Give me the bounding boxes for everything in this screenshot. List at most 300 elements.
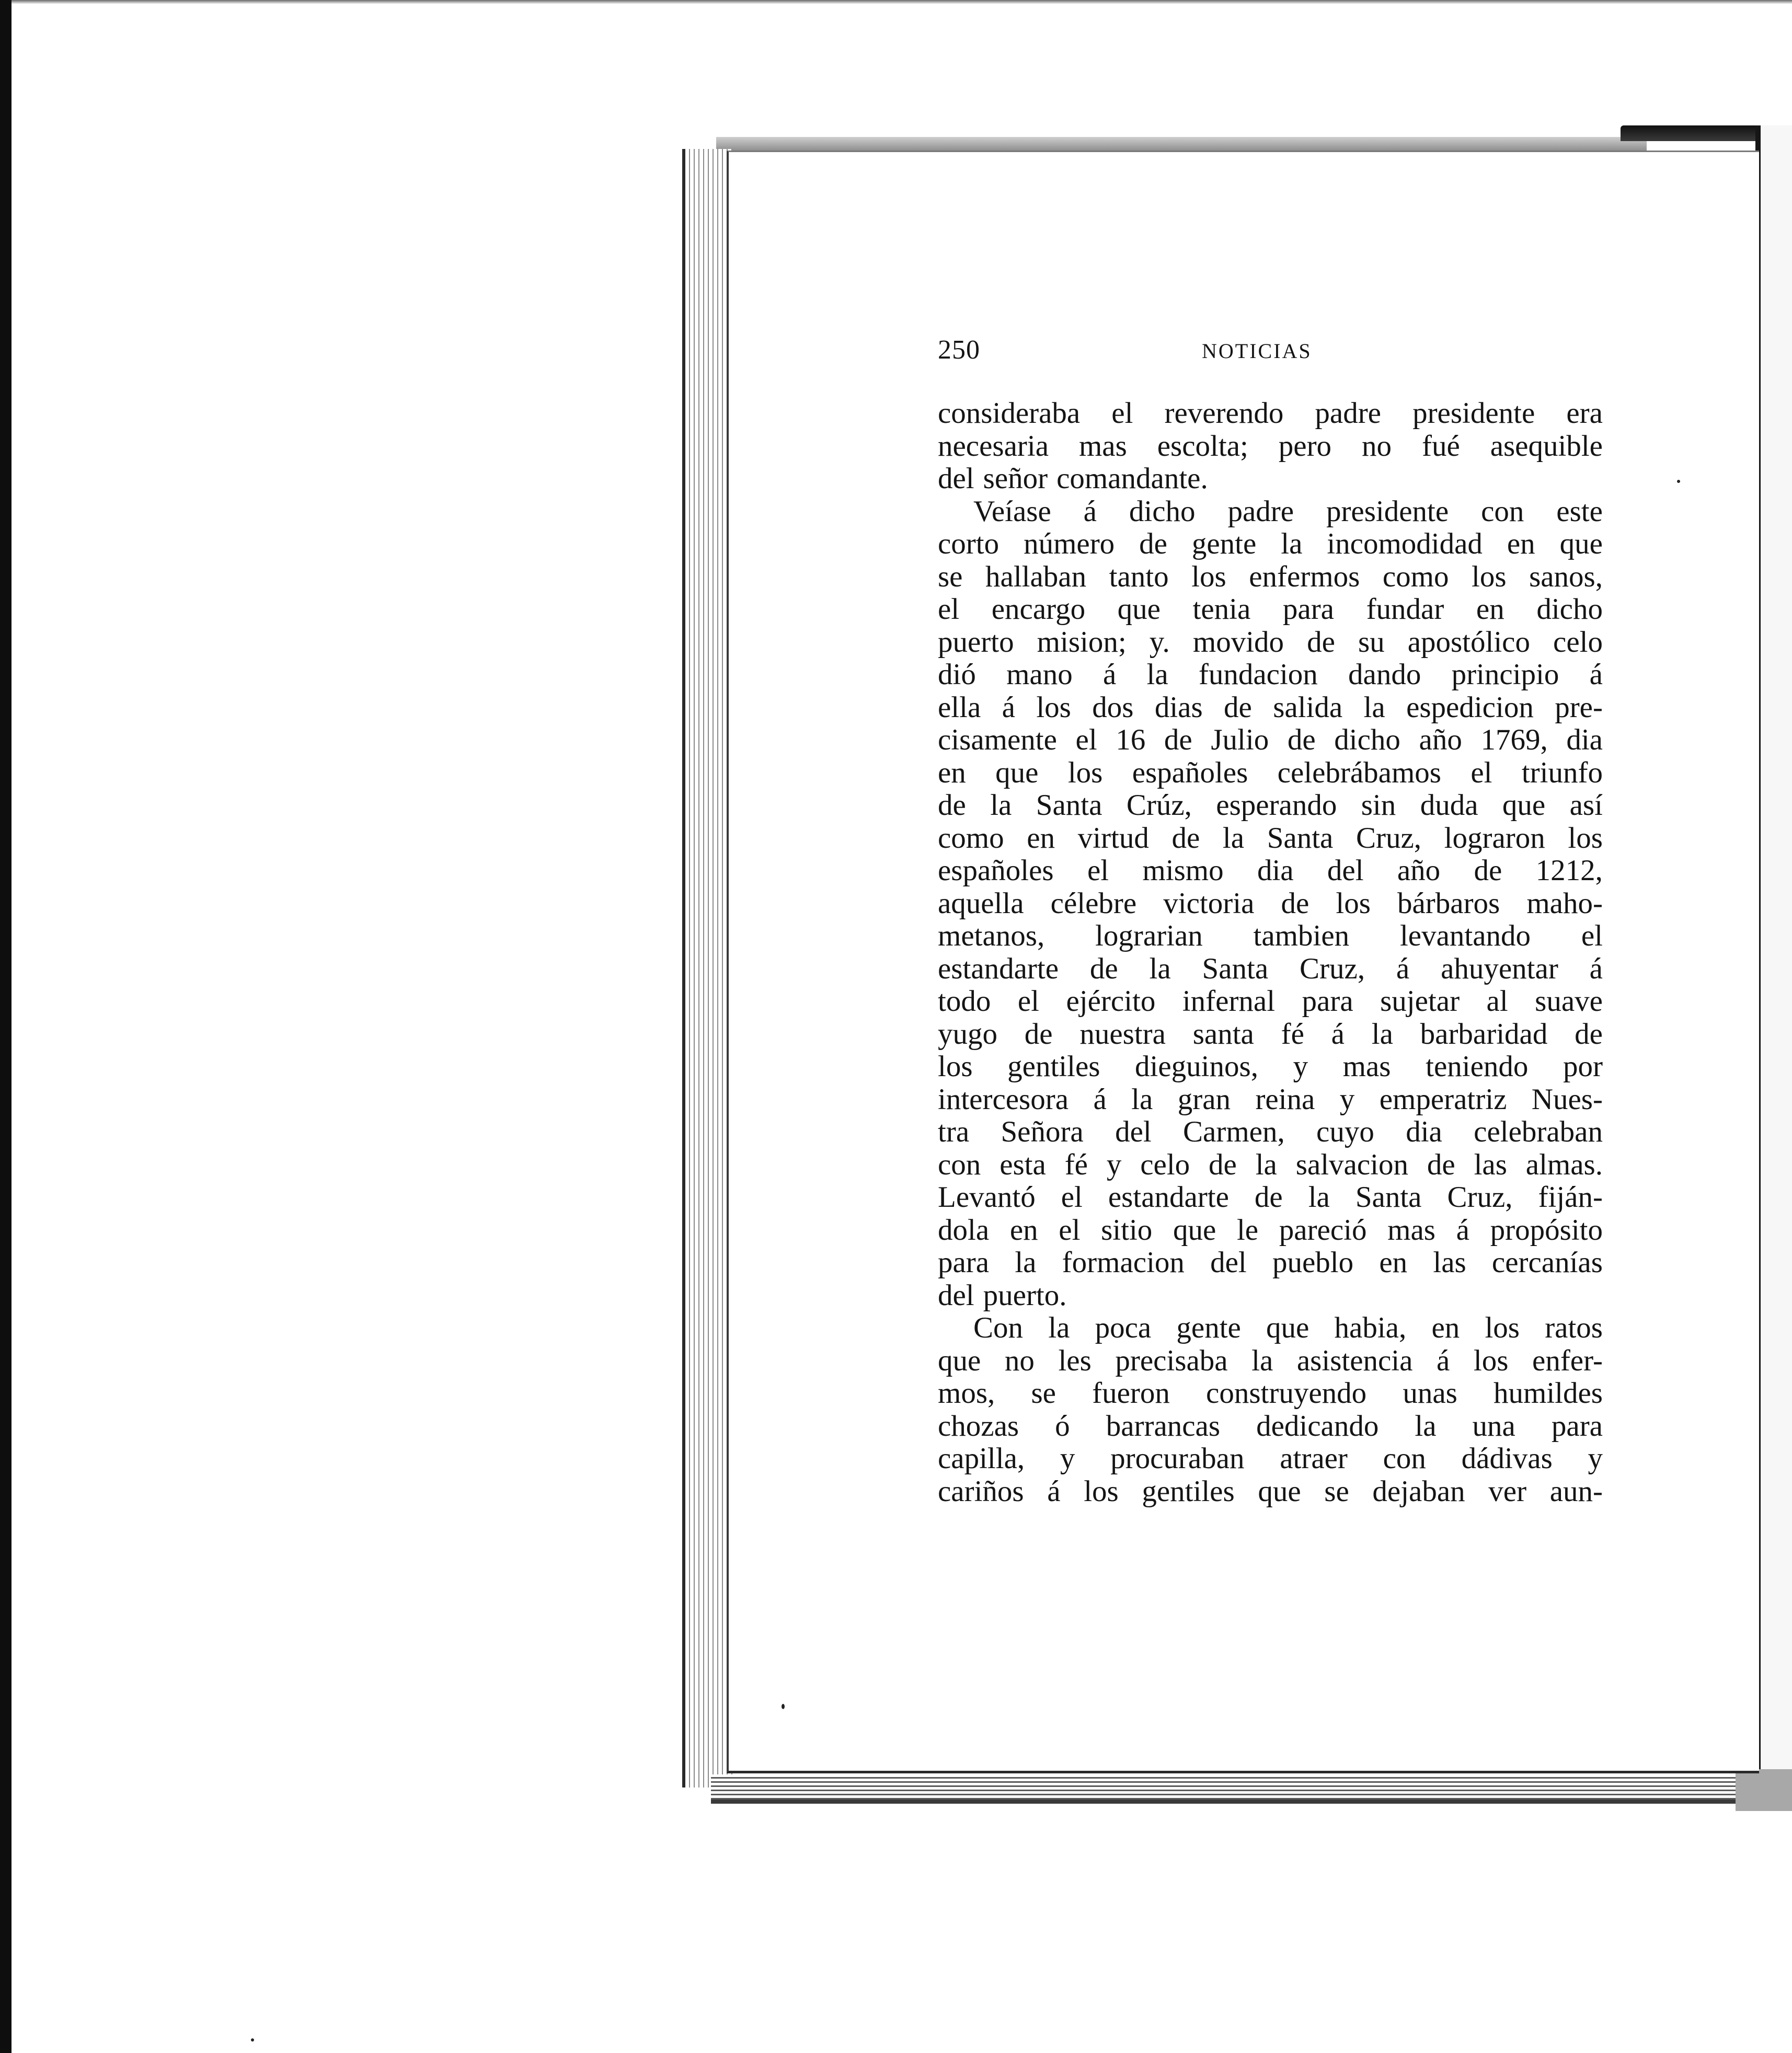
word: de [1474,854,1502,887]
text-line [938,1247,1603,1279]
dust-speck [1677,480,1680,483]
word: el [938,593,960,626]
word: del [1210,1246,1247,1279]
text-line [938,463,1603,495]
word: dejaban [1372,1474,1465,1508]
word: dia [1257,854,1294,887]
word: poca [1095,1311,1152,1344]
text-line [938,1443,1603,1475]
word: la [1251,1344,1273,1377]
word: del [938,462,974,495]
text-line [938,1475,1603,1508]
text-line [938,822,1603,855]
word: de [938,789,966,822]
word: Cruz, [1447,1181,1513,1214]
word: en [1379,1246,1408,1279]
word: españoles [938,854,1054,887]
word: del [1327,854,1364,887]
word: padre [1227,494,1294,528]
word: movido [1192,625,1284,659]
page-stack-bottom-edge [711,1774,1736,1804]
word: unas [1403,1377,1457,1410]
word: que [938,1344,981,1377]
word: que [995,756,1039,789]
word: sanos, [1529,560,1603,593]
word: mision; [1037,625,1127,659]
text-line [938,1345,1603,1378]
word: la [1363,690,1385,724]
word: cuyo [1316,1115,1374,1148]
word: señor [983,462,1048,495]
text-line [938,1051,1603,1083]
word: mos, [938,1377,995,1410]
word: de [1307,625,1335,659]
word: salvacion [1295,1148,1408,1181]
word: la [1048,1311,1070,1344]
word: sujetar [1380,985,1460,1018]
word: que [1173,1213,1216,1247]
word: con [938,1148,981,1181]
word: fé [1281,1017,1304,1051]
word: la [990,789,1012,822]
word: escolta; [1157,429,1248,463]
word: lograron [1444,821,1545,855]
word: como [938,821,1004,855]
word: ahuyentar [1441,952,1558,985]
word: dádivas [1461,1442,1553,1475]
word: con [1481,494,1524,528]
word: como [1382,560,1449,593]
word: cariños [938,1474,1024,1508]
word: consideraba [938,397,1081,430]
dust-speck [251,2038,254,2042]
word: y [1106,1148,1122,1181]
word: esta [1000,1148,1046,1181]
word: el [1061,1181,1083,1214]
word: chozas [938,1409,1019,1443]
word: dicho [1334,723,1400,756]
word: la [1308,1181,1330,1214]
word: de [1281,886,1309,920]
word: la [1415,1409,1437,1443]
word: á [1093,1082,1107,1116]
word: la [1149,952,1171,985]
text-line [938,495,1603,528]
word: habia, [1334,1311,1407,1344]
text-line [938,626,1603,659]
word: estandarte [1108,1181,1229,1214]
word: dieguinos, [1135,1050,1258,1083]
word: fundar [1366,593,1444,626]
word: gente [1176,1311,1241,1344]
word: gran [1177,1082,1231,1116]
word: pero [1278,429,1332,463]
body-text [938,397,1603,1508]
word: Santa [1355,1181,1422,1214]
word: gente [1191,527,1257,560]
word: Santa [1267,821,1334,855]
word: el [1059,1213,1081,1247]
word: Santa [1036,789,1102,822]
word: corto [938,527,1000,560]
word: suave [1535,985,1603,1018]
word: á [1456,1213,1469,1247]
word: dedicando [1256,1409,1379,1443]
text-line [938,1083,1603,1116]
word: formacion [1062,1246,1185,1279]
word: emperatriz [1379,1082,1507,1116]
word: de [1164,723,1192,756]
dust-speck [782,1704,785,1709]
text-line [938,887,1603,920]
word: españoles [1132,756,1248,789]
word: atraer [1280,1442,1348,1475]
word: principio [1451,658,1559,691]
word: incomodidad [1327,527,1483,560]
word: barbaridad [1420,1017,1548,1051]
word: los [938,1050,973,1083]
word: los [1191,560,1226,593]
word: cisamente [938,723,1057,756]
word: de [1287,723,1316,756]
word: por [1563,1050,1603,1083]
word: Levantó [938,1181,1036,1214]
text-line [938,1181,1603,1214]
word: á [1589,952,1603,985]
word: los [1485,1311,1520,1344]
word: virtud [1077,821,1149,855]
word: y [1339,1082,1355,1116]
page-stack-edge [682,149,732,1787]
word: presidente [1412,397,1535,430]
word: aquella [938,886,1024,920]
word: de [1575,1017,1603,1051]
word: en [1009,1213,1038,1247]
running-title: NOTICIAS [1202,339,1312,363]
word: para [938,1246,990,1279]
word: en [1027,821,1055,855]
word: los [1084,1474,1119,1508]
word: ó [1055,1409,1070,1443]
word: que [1117,593,1161,626]
word: á [1331,1017,1345,1051]
word: 1769, [1480,723,1548,756]
word: dando [1348,658,1421,691]
word: de [1139,527,1167,560]
word: apostólico [1407,625,1530,659]
word: de [1427,1148,1455,1181]
word: celebrábamos [1277,756,1441,789]
page-corner-shadow [1736,1769,1792,1811]
word: todo [938,985,991,1018]
word: su [1358,625,1385,659]
word: la [1281,527,1303,560]
word: á [1102,658,1117,691]
word: celebraban [1474,1115,1603,1148]
word: gentiles [1007,1050,1100,1083]
word: aun- [1549,1474,1603,1508]
word: metanos, [938,919,1045,952]
word: de [1171,821,1200,855]
word: la [1015,1246,1037,1279]
word: el [1075,723,1097,756]
word: año [1419,723,1462,756]
word: capilla, [938,1442,1025,1475]
word: teniendo [1426,1050,1529,1083]
text-line [938,757,1603,790]
word: para [1302,985,1353,1018]
word: fué [1421,429,1460,463]
word: los [1067,756,1103,789]
word: este [1556,494,1603,528]
word: los [1036,690,1071,724]
word: mismo [1142,854,1224,887]
word: pueblo [1272,1246,1354,1279]
word: Cruz, [1356,821,1422,855]
word: mas [1078,429,1127,463]
word: mas [1342,1050,1391,1083]
text-line [938,593,1603,626]
word: ratos [1545,1311,1603,1344]
text-line [938,1312,1603,1345]
text-line [938,855,1603,887]
word: y [1293,1050,1308,1083]
word: intercesora [938,1082,1069,1116]
word: con [1383,1442,1426,1475]
word: los [1473,1344,1509,1377]
word: era [1566,397,1603,430]
word: presidente [1326,494,1449,528]
word: dicho [1536,593,1603,626]
text-line [938,1018,1603,1051]
word: no [1362,429,1392,463]
scan-edge-top [0,0,1792,4]
facing-page-edge [1755,125,1792,1772]
word: tambien [1253,919,1350,952]
word: del [938,1278,974,1312]
word: dia [1566,723,1603,756]
word: año [1397,854,1441,887]
word: fueron [1092,1377,1170,1410]
word: en [1431,1311,1460,1344]
word: precisaba [1115,1344,1228,1377]
word: almas. [1525,1148,1603,1181]
text-line [938,1116,1603,1149]
text-line [938,1214,1603,1247]
word: Nues- [1531,1082,1603,1116]
word: fé [1064,1148,1088,1181]
word: á [1437,1344,1450,1377]
word: se [938,560,963,593]
word: propósito [1490,1213,1603,1247]
text-line [938,920,1603,953]
scan-edge-left [0,0,12,2053]
text-line [938,528,1603,561]
word: á [1589,658,1603,691]
word: se [1324,1474,1349,1508]
word: en [938,756,966,789]
word: lograrian [1095,919,1203,952]
text-line [938,724,1603,757]
word: la [1131,1082,1153,1116]
word: del [1115,1115,1152,1148]
word: 16 [1116,723,1146,756]
word: mas [1387,1213,1435,1247]
word: el [1111,397,1133,430]
word: puerto [938,625,1014,659]
word: procuraban [1110,1442,1245,1475]
word: las [1433,1246,1466,1279]
word: Señora [1001,1115,1084,1148]
word: Crúz, [1126,789,1192,822]
word: le [1236,1213,1259,1247]
text-line [938,1410,1603,1443]
word: hallaban [985,560,1087,593]
word: puerto. [983,1278,1067,1312]
word: padre [1315,397,1381,430]
word: reina [1255,1082,1315,1116]
word: reverendo [1164,397,1284,430]
word: de [1089,952,1118,985]
word: enfer- [1532,1344,1603,1377]
word: estandarte [938,952,1059,985]
text-line [938,430,1603,463]
word: de [1224,690,1252,724]
word: una [1472,1409,1515,1443]
text-line [938,953,1603,986]
word: á [1047,1474,1061,1508]
word: así [1569,789,1603,822]
word: salida [1273,690,1343,724]
word: pre- [1555,690,1603,724]
word: que [1559,527,1603,560]
word: fundacion [1198,658,1318,691]
word: mano [1006,658,1073,691]
word: esperando [1216,789,1337,822]
word: las [1474,1148,1507,1181]
page-stack-top-edge [716,137,1647,151]
word: necesaria [938,429,1049,463]
word: se [1031,1377,1056,1410]
word: infernal [1182,985,1276,1018]
word: nuestra [1079,1017,1166,1051]
word: á [1083,494,1097,528]
word: humildes [1493,1377,1603,1410]
word: de [1254,1181,1283,1214]
word: cercanías [1491,1246,1603,1279]
word: dola [938,1213,990,1247]
word: de [1024,1017,1053,1051]
word: duda [1420,789,1478,822]
word: Santa [1202,952,1269,985]
word: asistencia [1296,1344,1413,1377]
word: dia [1406,1115,1442,1148]
text-line [938,1377,1603,1410]
word: los [1336,886,1371,920]
word: para [1551,1409,1603,1443]
word: á [1002,690,1015,724]
word: y [1588,1442,1603,1475]
word: Veíase [973,494,1051,528]
word: construyendo [1206,1377,1367,1410]
word: el [1087,854,1109,887]
running-head [938,335,1603,366]
word: Con [973,1311,1024,1344]
page-number: 250 [938,335,980,365]
word: pareció [1279,1213,1367,1247]
word: que [1266,1311,1309,1344]
word: ejército [1066,985,1156,1018]
word: para [1282,593,1334,626]
word: Julio [1211,723,1269,756]
word: encargo [991,593,1086,626]
text-line [938,1279,1603,1312]
word: yugo [938,1017,997,1051]
word: el [1471,756,1492,789]
word: los [1472,560,1507,593]
text-line [938,691,1603,724]
word: la [1255,1148,1277,1181]
text-line [938,985,1603,1018]
word: ella [938,690,981,724]
text-line [938,1149,1603,1182]
word: que [1502,789,1546,822]
word: fiján- [1538,1181,1603,1214]
word: gentiles [1142,1474,1235,1508]
word: ver [1488,1474,1527,1508]
word: maho- [1526,886,1603,920]
text-line [938,659,1603,691]
word: los [1568,821,1603,855]
word: Carmen, [1183,1115,1285,1148]
word: que [1258,1474,1301,1508]
text-line [938,561,1603,594]
word: sitio [1101,1213,1153,1247]
word: 1212, [1535,854,1603,887]
word: número [1024,527,1115,560]
word: la [1222,821,1245,855]
word: dias [1154,690,1203,724]
word: en [1507,527,1535,560]
word: espedicion [1406,690,1534,724]
word: y [1060,1442,1075,1475]
word: á [1396,952,1410,985]
word: santa [1192,1017,1254,1051]
word: celo [1553,625,1603,659]
word: el [1581,919,1603,952]
word: victoria [1163,886,1255,920]
word: al [1486,985,1508,1018]
word: barrancas [1106,1409,1221,1443]
word: el [1017,985,1039,1018]
word: bárbaros [1397,886,1500,920]
word: de [1209,1148,1237,1181]
word: la [1146,658,1168,691]
word: dos [1092,690,1134,724]
word: la [1371,1017,1393,1051]
word: tenia [1192,593,1251,626]
word: enfermos [1249,560,1360,593]
word: asequible [1490,429,1603,463]
word: triunfo [1521,756,1603,789]
text-line [938,397,1603,430]
word: en [1476,593,1504,626]
word: dió [938,658,976,691]
word: celo [1140,1148,1190,1181]
word: comandante. [1056,462,1208,495]
word: sin [1361,789,1396,822]
word: Cruz, [1300,952,1365,985]
